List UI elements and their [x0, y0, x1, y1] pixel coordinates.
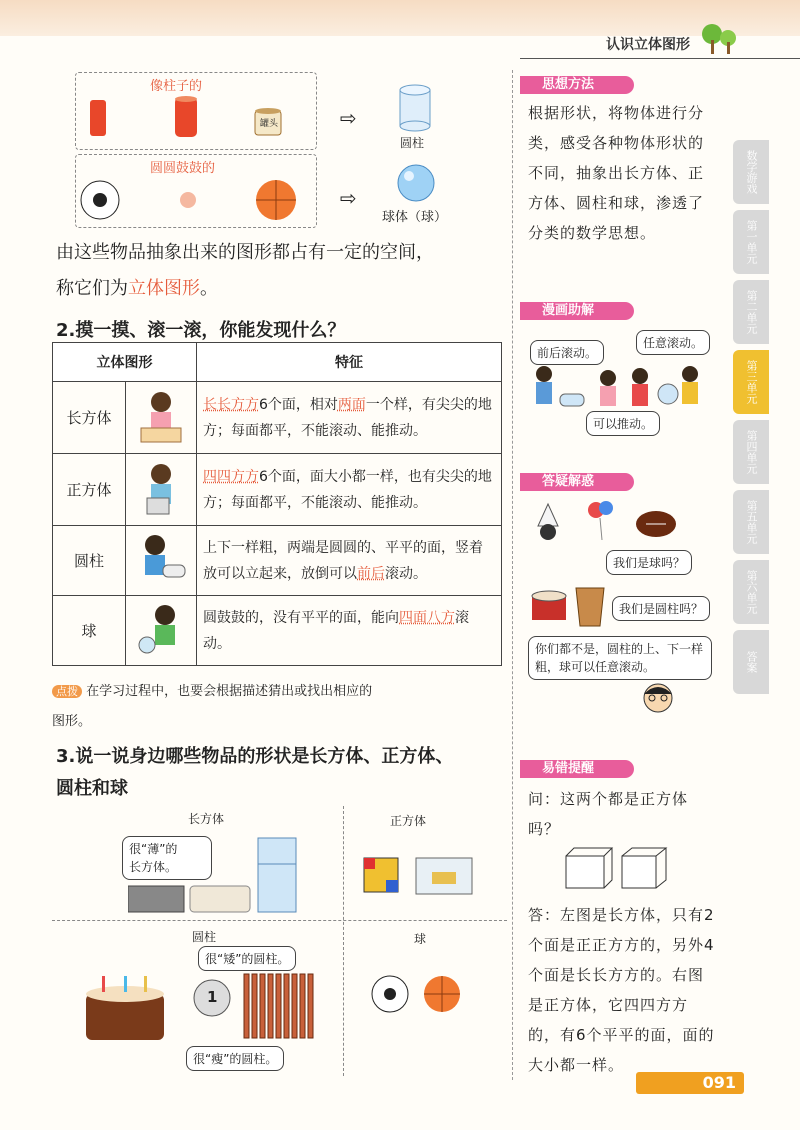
arrow-icon: ⇨	[340, 106, 357, 130]
tip-badge: 点拨	[52, 685, 82, 698]
intro-line-2	[56, 272, 218, 306]
coin-value: 1	[207, 988, 218, 1006]
tab-unit-1[interactable]: 第一单元	[733, 210, 769, 274]
sidebar-head-mistake: 易错提醒	[520, 760, 634, 778]
cyl-bubble-thin: 很“瘦”的圆柱。	[186, 1046, 284, 1071]
tab-unit-6[interactable]: 第六单元	[733, 560, 769, 624]
feature-table	[52, 342, 502, 666]
panel-cylinder-label: 圆柱	[192, 930, 217, 944]
tab-unit-4[interactable]: 第四单元	[733, 420, 769, 484]
cyl-bubble-short: 很“矮”的圆柱。	[198, 946, 296, 971]
tip-line-2: 图形。	[52, 714, 92, 729]
comic-children-icon	[530, 364, 710, 418]
section-3-title-2: 圆柱和球	[56, 778, 128, 799]
desc-highlight: 前后	[357, 565, 385, 582]
table-row-name: 正方体	[53, 454, 126, 526]
page-header-title: 认识立体图形	[606, 37, 690, 53]
desc-text: 一个样，有尖尖的地方；每面都平，不能滚动、能推动。	[203, 396, 492, 439]
header-rule	[520, 58, 800, 59]
panel-sphere-label: 球	[414, 932, 427, 946]
child-cuboid-icon	[126, 382, 197, 454]
sphere-shape-icon	[396, 163, 436, 207]
qa-bubble-cylinder: 我们是圆柱吗？	[612, 596, 710, 621]
desc-highlight: 两面	[337, 396, 366, 413]
table-row-name: 长方体	[53, 382, 126, 454]
table-row-desc	[197, 526, 502, 596]
two-boxes-icon	[560, 846, 680, 896]
panel-cuboid-label: 长方体	[188, 812, 225, 826]
cake-icon	[80, 972, 170, 1056]
balls-icon	[370, 972, 470, 1020]
child-cube-icon	[126, 454, 197, 526]
section-3-title-1: 3.说一说身边哪些物品的形状是长方体、正方体、	[56, 746, 454, 767]
desc-highlight: 四四方方	[203, 468, 259, 485]
table-row-name: 圆柱	[53, 526, 126, 596]
table-row-desc	[197, 382, 502, 454]
tab-unit-3[interactable]: 第三单元	[733, 350, 769, 414]
desc-highlight: 四面八方	[399, 609, 455, 626]
tab-unit-5[interactable]: 第五单元	[733, 490, 769, 554]
sidebar-head-qa: 答疑解惑	[520, 473, 634, 491]
cuboid-objects-icon	[128, 836, 328, 920]
can-label: 罐头	[260, 119, 279, 129]
tip-line-1	[52, 680, 372, 699]
table-row-desc	[197, 454, 502, 526]
cylinder-shape-icon	[398, 84, 434, 136]
table-head-shape: 立体图形	[53, 343, 197, 382]
cube-objects-icon	[362, 850, 482, 904]
tab-unit-2[interactable]: 第二单元	[733, 280, 769, 344]
tab-games[interactable]: 数学游戏	[733, 140, 769, 204]
qa-bubble-ball: 我们是球吗？	[606, 550, 692, 575]
ball-objects-icon	[80, 178, 300, 228]
desc-text: 滚动。	[385, 565, 427, 582]
table-row-name: 球	[53, 596, 126, 666]
comic-bubble-2: 任意滚动。	[636, 330, 710, 355]
drum-cup-icon	[530, 584, 610, 634]
sidebar-head-thinking: 思想方法	[520, 76, 634, 94]
panel-v-divider	[343, 806, 344, 1076]
sort-label-pillars: 像柱子的	[150, 79, 203, 94]
desc-highlight: 长长方方	[203, 396, 259, 413]
bubble-text: 长方体。	[129, 860, 178, 874]
desc-text: 圆鼓鼓的，没有平平的面，能向	[203, 609, 399, 626]
child-cylinder-icon	[126, 526, 197, 596]
bubble-text: 很“薄”的	[129, 842, 178, 856]
child-ball-icon	[126, 596, 197, 666]
mistake-question: 问：这两个都是正方体吗？	[528, 790, 689, 838]
panel-h-divider	[52, 920, 507, 921]
intro-text: 称它们为	[56, 278, 128, 299]
desc-text: 6个面，面大小都一样，也有尖尖的地方；每面都平，不能滚动、能推动。	[203, 468, 492, 511]
table-row-desc	[197, 596, 502, 666]
boy-face-icon	[640, 680, 676, 720]
mistake-answer: 答：左图是长方体，只有2个面是正正方方的，另外4个面是长长方方的。右图是正方体，它四四方方的，有6个平平的面，面的大小都一样。	[528, 906, 715, 1074]
sidebar-head-comic: 漫画助解	[520, 302, 634, 320]
tip-text: 在学习过程中，也要会根据描述猜出或找出相应的	[86, 684, 373, 699]
intro-end: 。	[200, 278, 218, 299]
section-2-title: 2.摸一摸、滚一滚，你能发现什么？	[56, 320, 346, 341]
cylinder-objects-icon	[85, 95, 285, 144]
column-divider	[512, 70, 513, 1080]
desc-text: 上下一样粗，两端是圆圆的、平平的面，竖着放可以立起来，放倒可以	[203, 539, 483, 582]
pencils-icon	[242, 972, 318, 1046]
desc-text: 滚动。	[203, 609, 469, 652]
sidebar-thinking-text: 根据形状，将物体进行分类，感受各种物体形状的不同，抽象出长方体、正方体、圆柱和球，渗透了分类的数学思想。	[528, 104, 705, 242]
sphere-result-label: 球体（球）	[382, 210, 448, 225]
tab-answers[interactable]: 答案	[733, 630, 769, 694]
sports-balls-icon	[534, 500, 694, 548]
sort-label-round: 圆圆鼓鼓的	[150, 161, 216, 176]
top-banner	[0, 0, 800, 36]
cylinder-result-label: 圆柱	[400, 136, 425, 150]
tree-icon	[700, 20, 740, 60]
qa-bubble-answer: 你们都不是，圆柱的上、下一样粗，球可以任意滚动。	[528, 636, 712, 680]
intro-highlight: 立体图形	[128, 278, 200, 299]
comic-bubble-3: 可以推动。	[586, 411, 660, 436]
chapter-tabs	[733, 140, 773, 700]
page-number: 091	[636, 1072, 744, 1094]
intro-line-1: 由这些物品抽象出来的图形都占有一定的空间，	[56, 242, 434, 263]
panel-cube-label: 正方体	[390, 814, 427, 828]
arrow-icon: ⇨	[340, 186, 357, 210]
desc-text: 6个面，相对	[259, 396, 338, 413]
comic-bubble-1: 前后滚动。	[530, 340, 604, 365]
table-head-feature: 特征	[197, 343, 502, 382]
